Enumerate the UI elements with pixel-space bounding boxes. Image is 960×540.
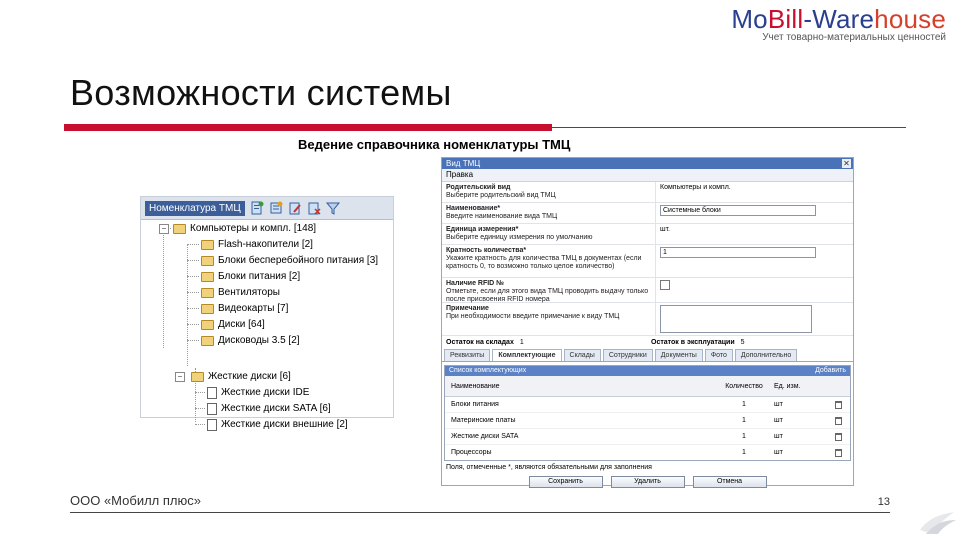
delete-icon[interactable]	[307, 201, 321, 215]
tree-title: Номенклатура ТМЦ	[145, 201, 245, 216]
table-row[interactable]: Материнские платы 1 шт	[445, 413, 850, 429]
trash-icon[interactable]	[835, 401, 842, 409]
grid-add-button[interactable]: Добавить	[815, 367, 846, 374]
document-icon	[207, 419, 217, 431]
company-logo	[731, 4, 946, 43]
footer-divider	[70, 512, 890, 513]
folder-open-icon	[191, 372, 204, 382]
field-parent-type: Родительский вид Выберите родительский вид ТМЦ Компьютеры и компл.	[442, 182, 853, 203]
tree-node-disks[interactable]: Диски [64]	[201, 317, 265, 332]
components-grid	[444, 365, 851, 461]
tree-node-ups[interactable]: Блоки бесперебойного питания [3]	[201, 253, 378, 268]
grid-header	[445, 376, 850, 397]
tree-node-hdd-ide[interactable]: Жесткие диски IDE	[207, 385, 309, 400]
tab-warehouses[interactable]: Склады	[564, 349, 601, 361]
folder-icon	[201, 304, 214, 314]
save-button[interactable]: Сохранить	[529, 476, 603, 488]
filter-icon[interactable]	[326, 201, 340, 215]
tree-node-computers[interactable]: Компьютеры и компл. [148]	[173, 221, 316, 236]
item-type-form-window	[441, 157, 854, 486]
tab-additional[interactable]: Дополнительно	[735, 349, 797, 361]
grid-title-bar: Список комплектующих Добавить	[445, 366, 850, 376]
document-icon	[207, 387, 217, 399]
window-toolbar	[442, 169, 853, 182]
tree-header	[141, 197, 393, 220]
field-rfid: Наличие RFID № Отметьте, если для этого вида ТМЦ проводить выдачу только после присвоения RFID номера	[442, 278, 853, 303]
title-accent-line	[552, 127, 906, 128]
add-item-icon[interactable]	[250, 201, 264, 215]
field-multiplicity: Кратность количества* Укажите кратность для количества ТМЦ в документах (если кратность 0, то возможно только целое количество) 1	[442, 245, 853, 278]
title-accent-bar	[64, 124, 552, 131]
edit-menu[interactable]: Правка	[446, 170, 474, 179]
rfid-checkbox[interactable]	[660, 280, 670, 290]
table-row[interactable]: Блоки питания 1 шт	[445, 397, 850, 413]
folder-icon	[201, 256, 214, 266]
slide-subtitle: Ведение справочника номенклатуры ТМЦ	[298, 137, 571, 152]
trash-icon[interactable]	[835, 417, 842, 425]
tree-collapse-toggle[interactable]: −	[159, 224, 169, 234]
tab-photo[interactable]: Фото	[705, 349, 733, 361]
folder-icon	[201, 320, 214, 330]
column-header-name[interactable]: Наименование	[451, 382, 500, 390]
tab-components[interactable]: Комплектующие	[492, 349, 561, 361]
decorative-swirl-icon	[918, 508, 958, 536]
table-row[interactable]: Жесткие диски SATA 1 шт	[445, 429, 850, 445]
tree-node-hdd-sata[interactable]: Жесткие диски SATA [6]	[207, 401, 331, 416]
edit-icon[interactable]	[288, 201, 302, 215]
tree-node-floppy[interactable]: Дисководы 3.5 [2]	[201, 333, 300, 348]
tree-node-psu[interactable]: Блоки питания [2]	[201, 269, 300, 284]
in-use-value: 5	[740, 339, 745, 346]
field-note: Примечание При необходимости введите примечание к виду ТМЦ	[442, 303, 853, 336]
tree-node-video[interactable]: Видеокарты [7]	[201, 301, 288, 316]
table-row[interactable]: Процессоры 1 шт	[445, 445, 850, 460]
trash-icon[interactable]	[835, 433, 842, 441]
cancel-button[interactable]: Отмена	[693, 476, 767, 488]
column-header-qty[interactable]: Количество	[725, 382, 763, 390]
form-tabs	[442, 349, 853, 362]
tab-details[interactable]: Реквизиты	[444, 349, 490, 361]
close-icon[interactable]: ✕	[843, 159, 850, 168]
trash-icon[interactable]	[835, 449, 842, 457]
tab-employees[interactable]: Сотрудники	[603, 349, 653, 361]
note-textarea[interactable]	[660, 305, 812, 333]
delete-button[interactable]: Удалить	[611, 476, 685, 488]
stock-summary: Остаток на складах 1 Остаток в эксплуатации 5	[446, 339, 745, 346]
tab-documents[interactable]: Документы	[655, 349, 703, 361]
folder-icon	[201, 288, 214, 298]
multiplicity-input[interactable]: 1	[660, 247, 816, 258]
add-group-icon[interactable]	[269, 201, 283, 215]
logo-tagline: Учет товарно-материальных ценностей	[762, 32, 946, 43]
parent-type-select[interactable]: Компьютеры и компл.	[660, 184, 731, 191]
stock-value: 1	[519, 339, 524, 346]
tree-collapse-toggle[interactable]: −	[175, 372, 185, 382]
footer-company: ООО «Мобилл плюс»	[70, 493, 201, 508]
unit-select[interactable]: шт.	[660, 226, 670, 233]
folder-icon	[201, 336, 214, 346]
tree-node-fans[interactable]: Вентиляторы	[201, 285, 280, 300]
document-icon	[207, 403, 217, 415]
folder-icon	[201, 240, 214, 250]
folder-icon	[201, 272, 214, 282]
field-unit: Единица измерения* Выберите единицу измерения по умолчанию шт.	[442, 224, 853, 245]
form-buttons	[442, 476, 853, 488]
required-fields-note: Поля, отмеченные *, являются обязательными для заполнения	[446, 464, 652, 471]
page-number: 13	[877, 496, 890, 508]
tree-node-hdd-external[interactable]: Жесткие диски внешние [2]	[207, 417, 348, 432]
nomenclature-tree-panel	[140, 196, 394, 430]
tree-node-hdd[interactable]: Жесткие диски [6]	[191, 369, 291, 384]
logo-wordmark: MoBill-Warehouse	[731, 4, 946, 34]
column-header-unit[interactable]: Ед. изм.	[774, 382, 801, 390]
name-input[interactable]: Системные блоки	[660, 205, 816, 216]
field-name: Наименование* Введите наименование вида ТМЦ Системные блоки	[442, 203, 853, 224]
tree-node-flash[interactable]: Flash-накопители [2]	[201, 237, 313, 252]
slide-title: Возможности системы	[70, 72, 452, 113]
folder-open-icon	[173, 224, 186, 234]
window-title-bar: Вид ТМЦ ✕	[442, 158, 853, 169]
